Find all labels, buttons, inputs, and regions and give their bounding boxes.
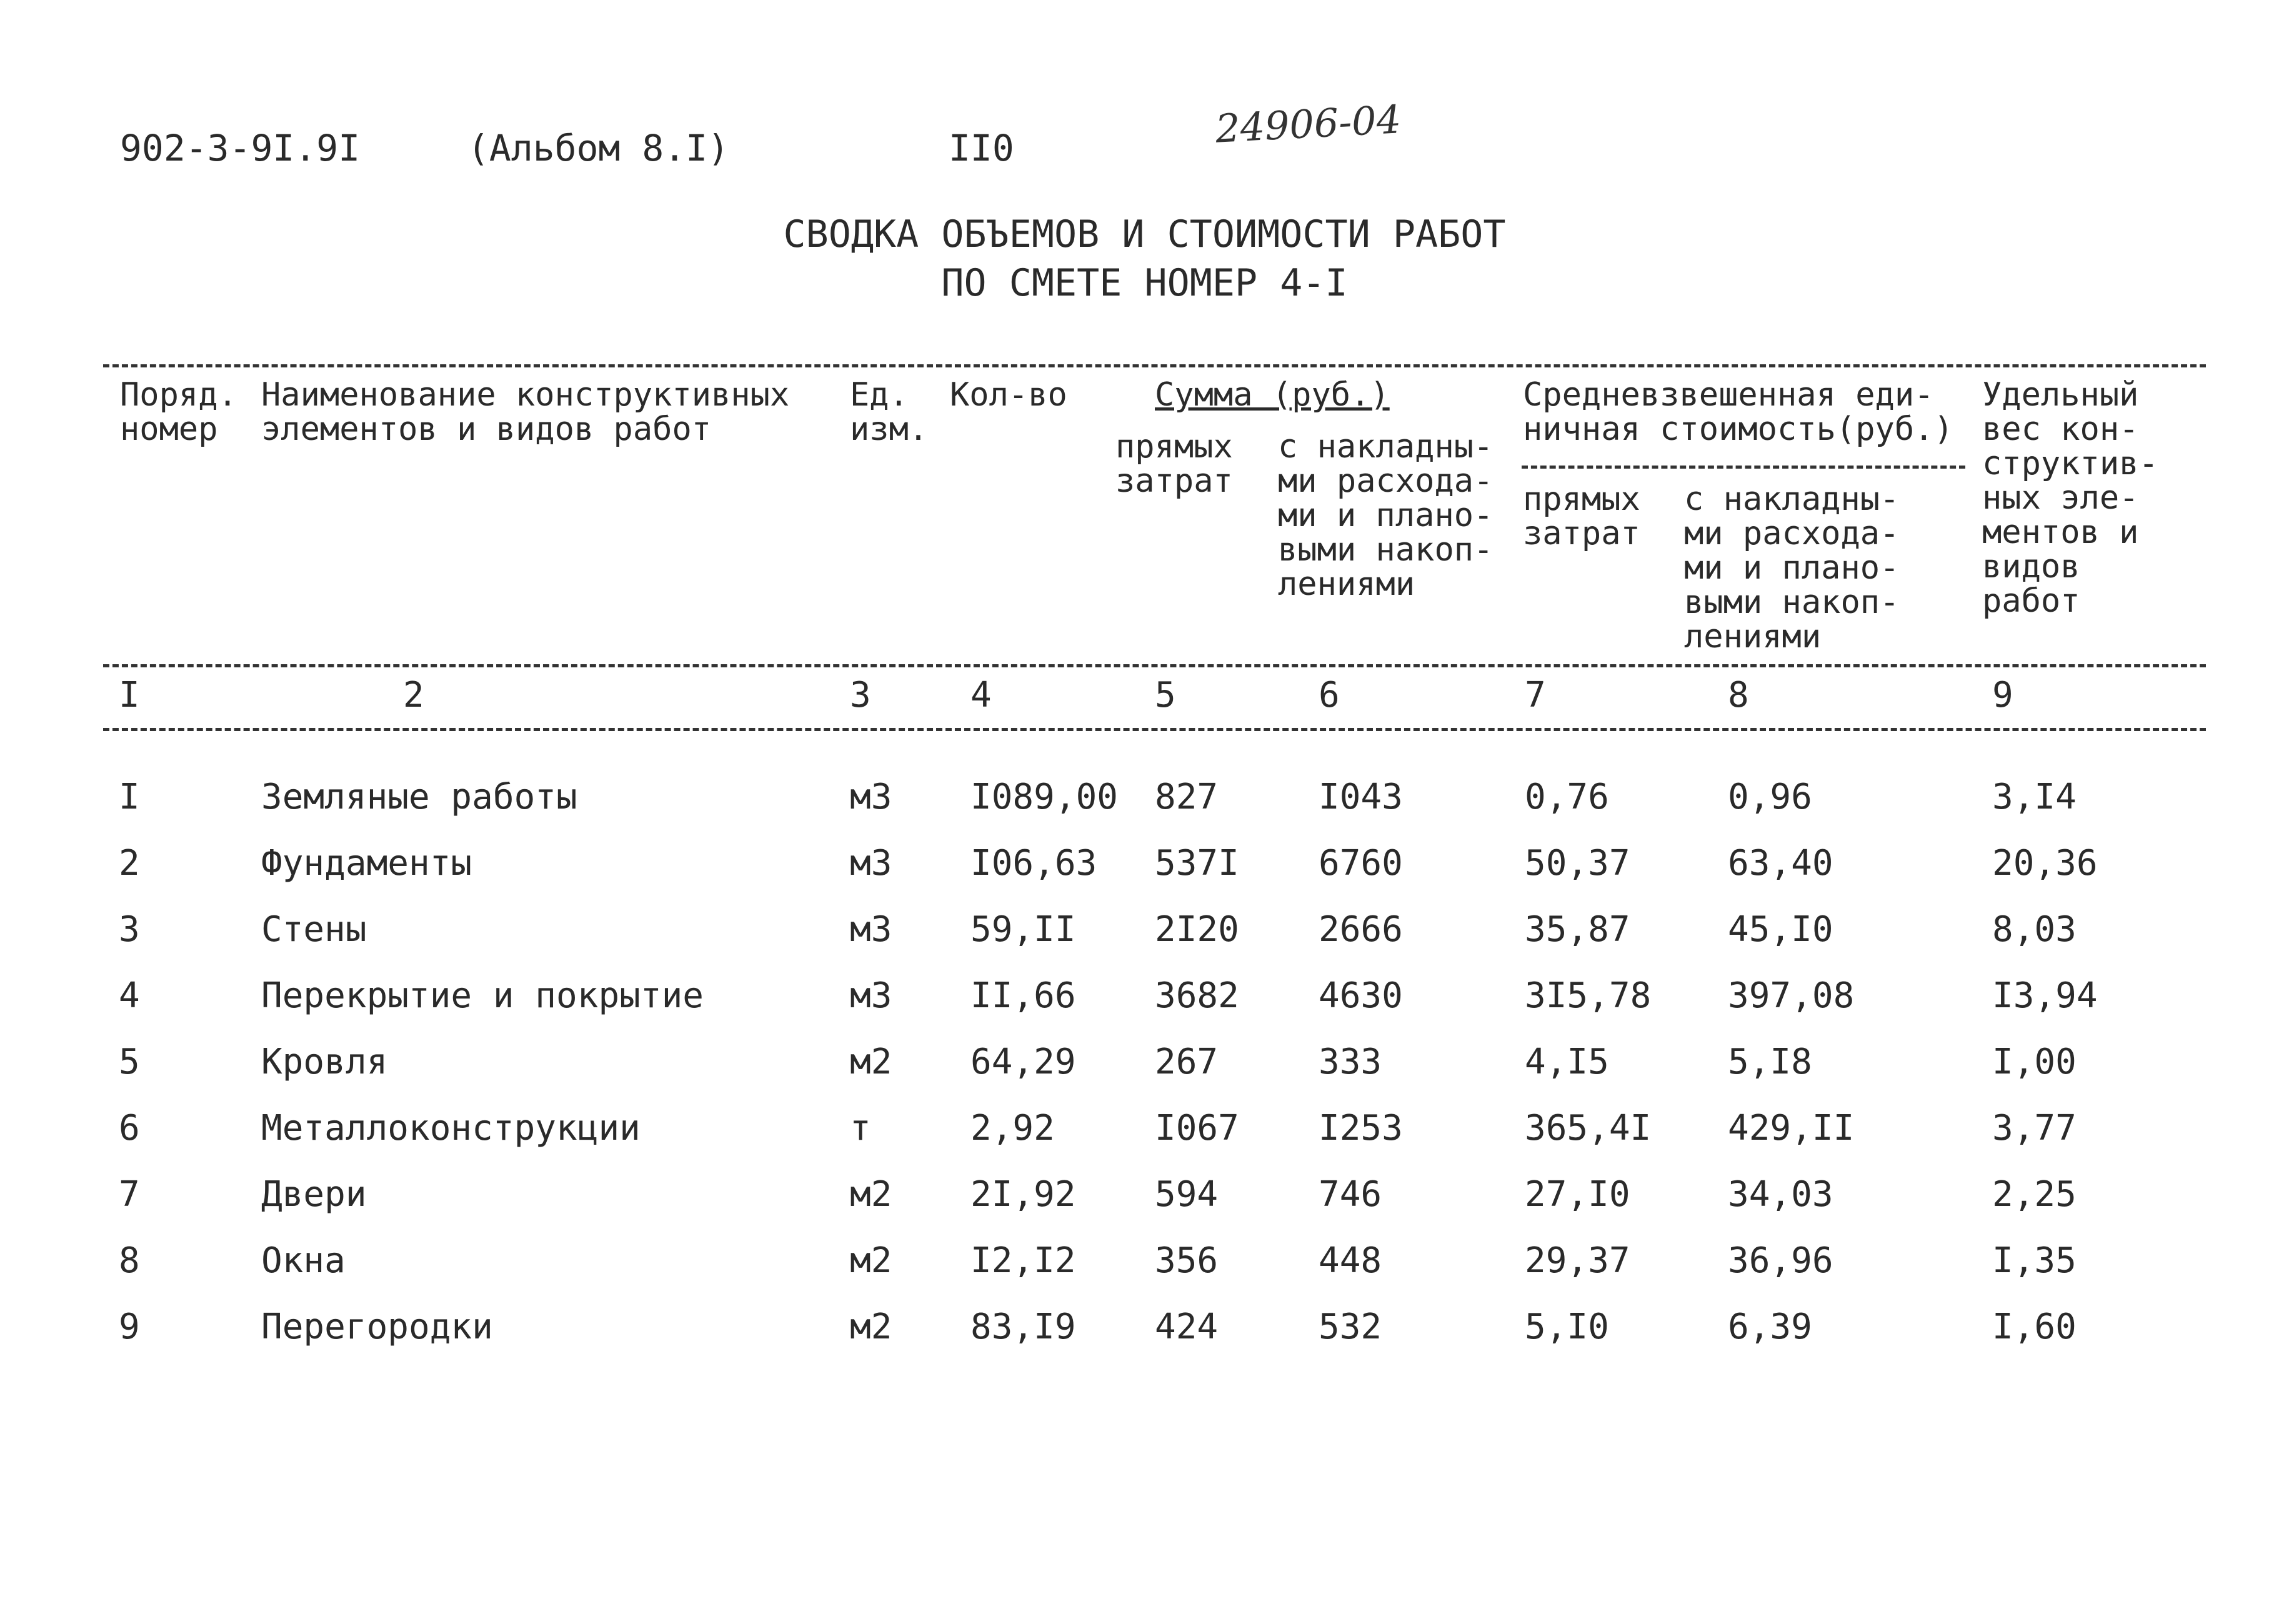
handwritten-inventory-number: 24906-04 (1214, 96, 1402, 152)
avg-overhead: 0,96 (1728, 777, 1812, 817)
avg-direct: 35,87 (1525, 909, 1630, 950)
row-number: 5 (119, 1042, 140, 1082)
sum-direct: 827 (1155, 777, 1219, 817)
table-top-rule (103, 364, 2206, 367)
element-name: Перегородки (261, 1307, 493, 1347)
column-number-6: 6 (1319, 675, 1340, 715)
quantity: 59,II (970, 909, 1076, 950)
table-row (0, 1240, 2289, 1281)
specific-weight: 3,I4 (1992, 777, 2077, 817)
table-row (0, 1174, 2289, 1215)
element-name: Стены (261, 909, 367, 950)
specific-weight: I,00 (1992, 1042, 2077, 1082)
element-name: Кровля (261, 1042, 388, 1082)
quantity: 2I,92 (970, 1174, 1076, 1215)
avg-overhead: 6,39 (1728, 1307, 1812, 1347)
unit: м3 (850, 777, 892, 817)
unit: м3 (850, 843, 892, 884)
avg-overhead: 63,40 (1728, 843, 1833, 884)
sum-direct: 356 (1155, 1240, 1219, 1281)
quantity: I089,00 (970, 777, 1119, 817)
sum-overhead: 448 (1319, 1240, 1382, 1281)
column-number-2: 2 (403, 675, 424, 715)
sum-direct: 424 (1155, 1307, 1219, 1347)
specific-weight: I,35 (1992, 1240, 2077, 1281)
table-row (0, 909, 2289, 950)
header-sum-group: Сумма (руб.) (1155, 376, 1390, 414)
sum-overhead: I043 (1319, 777, 1403, 817)
column-number-7: 7 (1525, 675, 1546, 715)
quantity: II,66 (970, 975, 1076, 1016)
header-row-number: Поряд. номер (120, 376, 237, 448)
avg-group-rule (1522, 466, 1965, 469)
avg-direct: 365,4I (1525, 1108, 1652, 1148)
quantity: 64,29 (970, 1042, 1076, 1082)
column-number-9: 9 (1992, 675, 2013, 715)
header-unit: Ед. изм. (850, 376, 929, 448)
header-sum-direct: прямых затрат (1115, 428, 1233, 500)
quantity: 2,92 (970, 1108, 1055, 1148)
element-name: Двери (261, 1174, 367, 1215)
row-number: 9 (119, 1307, 140, 1347)
element-name: Фундаменты (261, 843, 472, 884)
sum-overhead: 333 (1319, 1042, 1382, 1082)
avg-overhead: 397,08 (1728, 975, 1855, 1016)
row-number: 6 (119, 1108, 140, 1148)
sum-direct: 594 (1155, 1174, 1219, 1215)
sum-overhead: 746 (1319, 1174, 1382, 1215)
element-name: Перекрытие и покрытие (261, 975, 704, 1016)
avg-direct: 0,76 (1525, 777, 1609, 817)
row-number: 8 (119, 1240, 140, 1281)
sum-overhead: I253 (1319, 1108, 1403, 1148)
column-number-3: 3 (850, 675, 871, 715)
quantity: 83,I9 (970, 1307, 1076, 1347)
header-element-name: Наименование конструктивных элементов и видов работ (261, 376, 790, 448)
sum-direct: 3682 (1155, 975, 1239, 1016)
avg-direct: 50,37 (1525, 843, 1630, 884)
avg-direct: 3I5,78 (1525, 975, 1652, 1016)
element-name: Окна (261, 1240, 346, 1281)
row-number: 3 (119, 909, 140, 950)
sum-direct: 537I (1155, 843, 1239, 884)
element-name: Земляные работы (261, 777, 577, 817)
unit: м2 (850, 1307, 892, 1347)
page-title-line-1: СВОДКА ОБЪЕМОВ И СТОИМОСТИ РАБОТ (783, 212, 1506, 256)
column-number-1: I (119, 675, 140, 715)
album-reference: (Альбом 8.I) (467, 127, 730, 169)
row-number: I (119, 777, 140, 817)
unit: м3 (850, 909, 892, 950)
unit: м2 (850, 1042, 892, 1082)
element-name: Металлоконструкции (261, 1108, 641, 1148)
specific-weight: I3,94 (1992, 975, 2098, 1016)
row-number: 2 (119, 843, 140, 884)
avg-overhead: 34,03 (1728, 1174, 1833, 1215)
table-row (0, 843, 2289, 884)
avg-overhead: 36,96 (1728, 1240, 1833, 1281)
specific-weight: 8,03 (1992, 909, 2077, 950)
avg-overhead: 5,I8 (1728, 1042, 1812, 1082)
header-specific-weight: Удельный вес кон- структив- ных эле- ментов и видов работ (1982, 376, 2158, 620)
column-number-4: 4 (970, 675, 992, 715)
document-code: 902-3-9I.9I (120, 127, 361, 169)
avg-direct: 4,I5 (1525, 1042, 1609, 1082)
column-number-8: 8 (1728, 675, 1749, 715)
avg-direct: 29,37 (1525, 1240, 1630, 1281)
header-avg-group: Средневзвешенная еди- ничная стоимость(руб.) (1523, 376, 1953, 448)
avg-overhead: 45,I0 (1728, 909, 1833, 950)
table-row (0, 975, 2289, 1016)
header-bottom-rule (103, 664, 2206, 667)
page-number: II0 (949, 127, 1014, 169)
unit: м2 (850, 1240, 892, 1281)
column-number-5: 5 (1155, 675, 1176, 715)
avg-direct: 5,I0 (1525, 1307, 1609, 1347)
sum-overhead: 2666 (1319, 909, 1403, 950)
specific-weight: 2,25 (1992, 1174, 2077, 1215)
header-avg-overhead: с накладны- ми расхода- ми и плано- выми накоп- лениями (1684, 481, 1900, 655)
quantity: I06,63 (970, 843, 1097, 884)
specific-weight: 20,36 (1992, 843, 2098, 884)
sum-direct: I067 (1155, 1108, 1239, 1148)
table-row (0, 1307, 2289, 1347)
row-number: 7 (119, 1174, 140, 1215)
specific-weight: 3,77 (1992, 1108, 2077, 1148)
quantity: I2,I2 (970, 1240, 1076, 1281)
unit: м3 (850, 975, 892, 1016)
header-quantity: Кол-во (950, 376, 1067, 414)
sum-overhead: 532 (1319, 1307, 1382, 1347)
table-row (0, 1042, 2289, 1082)
avg-direct: 27,I0 (1525, 1174, 1630, 1215)
column-numbers-rule (103, 728, 2206, 731)
sum-overhead: 4630 (1319, 975, 1403, 1016)
page-title-line-2: ПО СМЕТЕ НОМЕР 4-I (941, 261, 1348, 305)
row-number: 4 (119, 975, 140, 1016)
table-row (0, 1108, 2289, 1148)
unit: м2 (850, 1174, 892, 1215)
table-row (0, 777, 2289, 817)
sum-direct: 267 (1155, 1042, 1219, 1082)
unit: т (850, 1108, 871, 1148)
header-avg-direct: прямых затрат (1523, 481, 1640, 552)
sum-direct: 2I20 (1155, 909, 1239, 950)
avg-overhead: 429,II (1728, 1108, 1855, 1148)
specific-weight: I,60 (1992, 1307, 2077, 1347)
header-sum-overhead: с накладны- ми расхода- ми и плано- выми накоп- лениями (1278, 428, 1494, 603)
sum-overhead: 6760 (1319, 843, 1403, 884)
